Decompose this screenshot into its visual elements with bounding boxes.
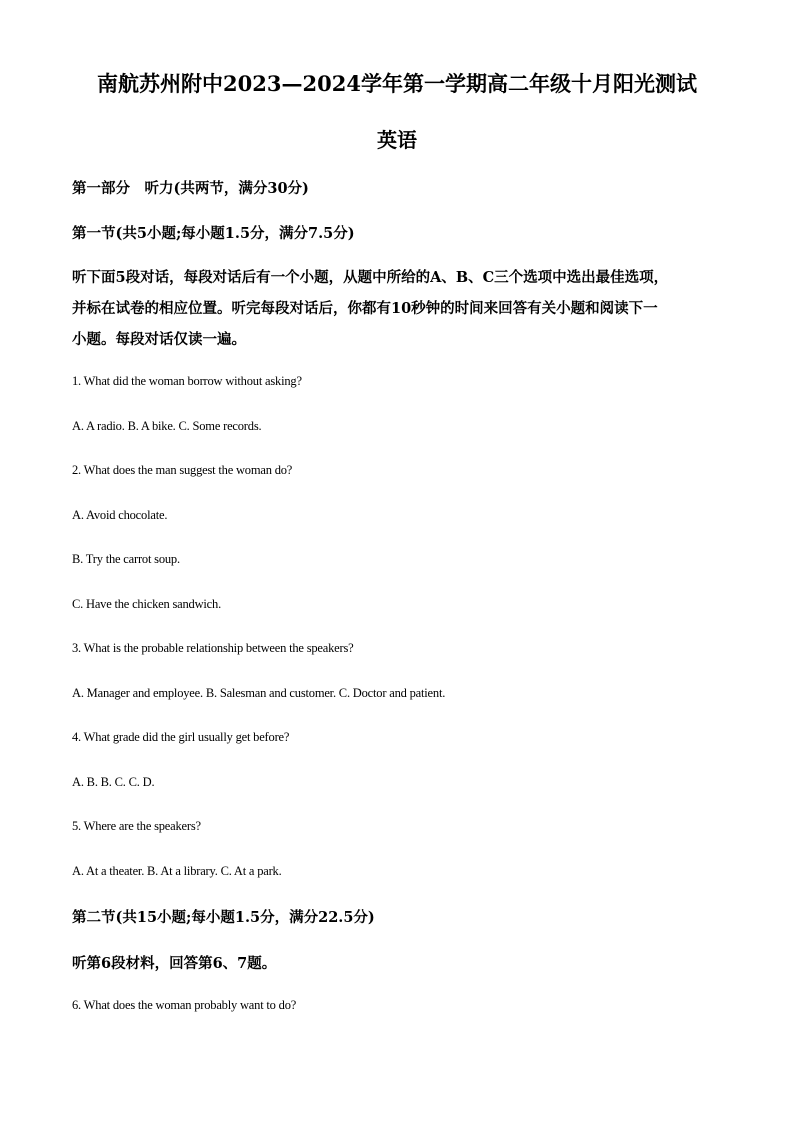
instructions-line-2: 并标在试卷的相应位置。听完每段对话后，你都有10秒钟的时间来回答有关小题和阅读下一 — [72, 300, 658, 317]
material6-heading: 听第6段材料，回答第6、7题。 — [72, 955, 277, 972]
question-2-option-a: A. Avoid chocolate. — [72, 508, 168, 522]
question-3-options: A. Manager and employee. B. Salesman and customer. C. Doctor and patient. — [72, 686, 446, 700]
question-4: 4. What grade did the girl usually get before? — [72, 730, 290, 744]
question-2: 2. What does the man suggest the woman do? — [72, 463, 293, 477]
section2-heading: 第二节(共15小题;每小题1.5分，满分22.5分) — [72, 909, 375, 926]
question-3: 3. What is the probable relationship between the speakers? — [72, 641, 354, 655]
question-5-options: A. At a theater. B. At a library. C. At a park. — [72, 864, 282, 878]
question-4-options: A. B. B. C. C. D. — [72, 775, 155, 789]
question-6: 6. What does the woman probably want to do? — [72, 998, 297, 1012]
instructions-line-1: 听下面5段对话，每段对话后有一个小题，从题中所给的A、B、C三个选项中选出最佳选项， — [72, 269, 669, 286]
exam-title: 南航苏州附中2023—2024学年第一学期高二年级十月阳光测试 — [97, 71, 697, 96]
question-1: 1. What did the woman borrow without asking? — [72, 374, 302, 388]
question-2-option-c: C. Have the chicken sandwich. — [72, 597, 222, 611]
part1-heading: 第一部分 听力(共两节，满分30分) — [72, 180, 309, 197]
subject-title: 英语 — [377, 128, 417, 152]
question-2-option-b: B. Try the carrot soup. — [72, 552, 180, 566]
instructions-line-3: 小题。每段对话仅读一遍。 — [72, 331, 246, 348]
question-5: 5. Where are the speakers? — [72, 819, 201, 833]
section1-heading: 第一节(共5小题;每小题1.5分，满分7.5分) — [72, 225, 355, 242]
question-1-options: A. A radio. B. A bike. C. Some records. — [72, 419, 262, 433]
